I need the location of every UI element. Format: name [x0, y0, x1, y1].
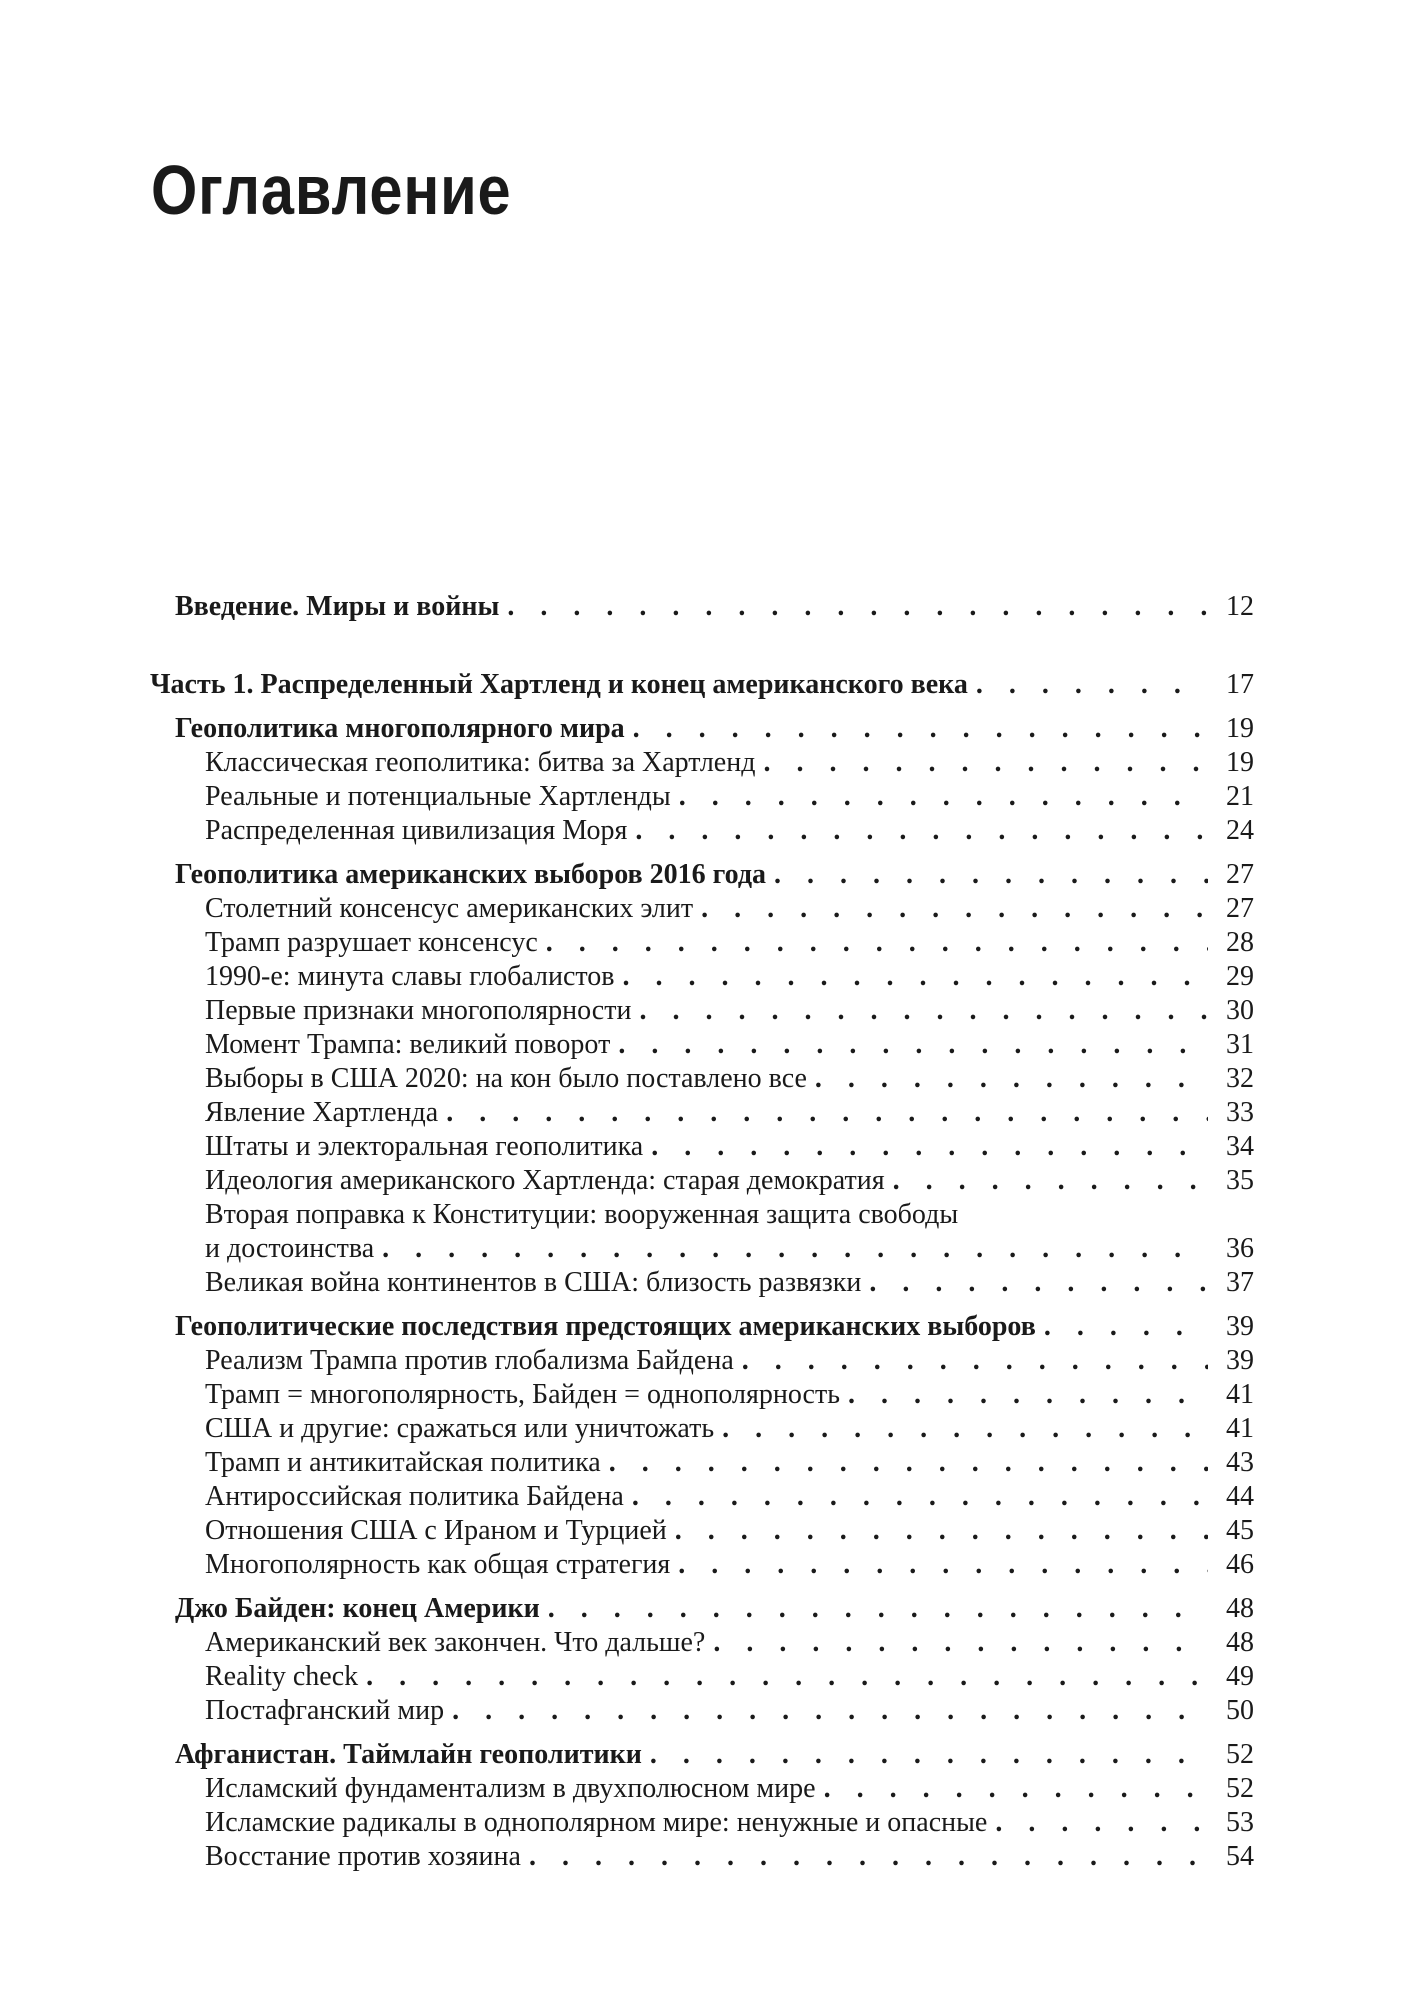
toc-page-number: 46 [1226, 1549, 1254, 1580]
toc-leader [632, 1480, 1208, 1514]
toc-page-number: 24 [1226, 815, 1254, 846]
toc-entry-title: Великая война континентов в США: близость развязки [205, 1267, 862, 1298]
toc-entry-title: Выборы в США 2020: на кон было поставлено все [205, 1063, 807, 1094]
toc-entry-title: Часть 1. Распределенный Хартленд и конец американского века [150, 669, 968, 700]
toc-entry-title: Геополитические последствия предстоящих американских выборов [175, 1311, 1036, 1342]
toc-section[interactable] [205, 1446, 1254, 1480]
toc-page-number: 49 [1226, 1661, 1254, 1692]
toc-section-line1[interactable]: Вторая поправка к Конституции: вооруженная защита свободы [205, 1199, 959, 1230]
toc-leader [452, 1694, 1208, 1728]
toc-leader [869, 1266, 1208, 1300]
toc-section[interactable] [205, 814, 1254, 848]
toc-leader [618, 1028, 1208, 1062]
toc-section[interactable] [205, 1660, 1254, 1694]
toc-section[interactable] [205, 1378, 1254, 1412]
toc-leader [507, 590, 1208, 624]
toc-section[interactable] [205, 780, 1254, 814]
toc-leader [678, 1548, 1208, 1582]
toc-page-number: 32 [1226, 1063, 1254, 1094]
toc-entry-title: Восстание против хозяина [205, 1841, 521, 1872]
toc-section[interactable] [205, 1806, 1254, 1840]
toc-section[interactable] [205, 1232, 1254, 1266]
toc-leader [848, 1378, 1208, 1412]
toc-leader [893, 1164, 1208, 1198]
toc-leader [639, 994, 1208, 1028]
toc-page-number: 29 [1226, 961, 1254, 992]
toc-chapter-2[interactable] [175, 858, 1254, 892]
toc-page-number: 19 [1226, 747, 1254, 778]
toc-section[interactable] [205, 1344, 1254, 1378]
toc-page-number: 41 [1226, 1413, 1254, 1444]
toc-section[interactable] [205, 994, 1254, 1028]
toc-leader [609, 1446, 1208, 1480]
page-title: Оглавление [151, 151, 512, 229]
toc-page-number: 45 [1226, 1515, 1254, 1546]
toc-entry-title: Трамп = многополярность, Байден = однополярность [205, 1379, 840, 1410]
toc-page-number: 27 [1226, 893, 1254, 924]
toc-leader [763, 746, 1208, 780]
toc-leader [1044, 1310, 1208, 1344]
toc-page-number: 52 [1226, 1739, 1254, 1770]
toc-section[interactable] [205, 1412, 1254, 1446]
toc-entry-title: Момент Трампа: великий поворот [205, 1029, 611, 1060]
toc-page-number: 53 [1226, 1807, 1254, 1838]
toc-entry-title: Штаты и электоральная геополитика [205, 1131, 644, 1162]
toc-section[interactable] [205, 960, 1254, 994]
toc-page-number: 39 [1226, 1345, 1254, 1376]
toc-entry-title: Геополитика многополярного мира [175, 713, 625, 744]
toc-section[interactable] [205, 1548, 1254, 1582]
toc-section[interactable] [205, 746, 1254, 780]
toc-leader [633, 712, 1208, 746]
toc-page-number: 35 [1226, 1165, 1254, 1196]
toc-chapter-4[interactable] [175, 1592, 1254, 1626]
toc-leader [651, 1130, 1208, 1164]
toc-section[interactable] [205, 1266, 1254, 1300]
toc-entry-title: 1990-е: минута славы глобалистов [205, 961, 615, 992]
toc-entry-title: Явление Хартленда [205, 1097, 439, 1128]
toc-entry-title: Отношения США с Ираном и Турцией [205, 1515, 667, 1546]
toc-entry-title: Исламские радикалы в однополярном мире: ненужные и опасные [205, 1807, 988, 1838]
toc-leader [546, 926, 1208, 960]
toc-page-number: 37 [1226, 1267, 1254, 1298]
toc-leader [824, 1772, 1208, 1806]
toc-page-number: 21 [1226, 781, 1254, 812]
toc-section[interactable] [205, 1694, 1254, 1728]
toc-leader [815, 1062, 1208, 1096]
toc-page-number: 17 [1226, 669, 1254, 700]
toc-entry-title: Исламский фундаментализм в двухполюсном мире [205, 1773, 816, 1804]
toc-leader [548, 1592, 1208, 1626]
toc-entry-title: Reality check [205, 1661, 359, 1692]
toc-leader [713, 1626, 1208, 1660]
toc-leader [679, 780, 1208, 814]
toc-section[interactable] [205, 926, 1254, 960]
toc-entry-title: Джо Байден: конец Америки [175, 1593, 540, 1624]
toc-section[interactable] [205, 1028, 1254, 1062]
toc-section[interactable] [205, 892, 1254, 926]
toc-page-number: 19 [1226, 713, 1254, 744]
toc-leader [382, 1232, 1208, 1266]
toc-page-number: 33 [1226, 1097, 1254, 1128]
toc-entry-title: Реальные и потенциальные Хартленды [205, 781, 671, 812]
toc-page-number: 52 [1226, 1773, 1254, 1804]
toc-section[interactable] [205, 1480, 1254, 1514]
toc-section[interactable] [205, 1772, 1254, 1806]
toc-entry-title: Первые признаки многополярности [205, 995, 632, 1026]
toc-page-number: 36 [1226, 1233, 1254, 1264]
toc-entry-title: Трамп разрушает консенсус [205, 927, 538, 958]
toc-page-number: 48 [1226, 1593, 1254, 1624]
toc-chapter-3[interactable] [175, 1310, 1254, 1344]
toc-leader [722, 1412, 1208, 1446]
toc-entry-title: Реализм Трампа против глобализма Байдена [205, 1345, 734, 1376]
toc-leader [529, 1840, 1208, 1874]
toc-page-number: 41 [1226, 1379, 1254, 1410]
toc-leader [774, 858, 1208, 892]
toc-leader [623, 960, 1208, 994]
toc-page-number: 39 [1226, 1311, 1254, 1342]
toc-entry-title: и достоинства [205, 1233, 375, 1264]
toc-chapter-1[interactable] [175, 712, 1254, 746]
toc-chapter-5[interactable] [175, 1738, 1254, 1772]
toc-page-number: 34 [1226, 1131, 1254, 1162]
toc-page-number: 44 [1226, 1481, 1254, 1512]
toc-page-number: 31 [1226, 1029, 1254, 1060]
toc-section[interactable] [205, 1840, 1254, 1874]
toc-leader [446, 1096, 1208, 1130]
toc-entry-title: Идеология американского Хартленда: старая демократия [205, 1165, 885, 1196]
toc-entry-title: Распределенная цивилизация Моря [205, 815, 628, 846]
toc-entry-title: Многополярность как общая стратегия [205, 1549, 671, 1580]
toc-leader [650, 1738, 1208, 1772]
toc-entry-title: Столетний консенсус американских элит [205, 893, 694, 924]
toc-entry-intro[interactable] [175, 590, 1254, 624]
toc-page-number: 43 [1226, 1447, 1254, 1478]
toc-entry-title: Трамп и антикитайская политика [205, 1447, 601, 1478]
toc-entry-part1[interactable] [150, 668, 1254, 702]
toc-section[interactable] [205, 1514, 1254, 1548]
toc-entry-title: Антироссийская политика Байдена [205, 1481, 624, 1512]
toc-leader [701, 892, 1208, 926]
toc-section[interactable] [205, 1062, 1254, 1096]
toc-page-number: 48 [1226, 1627, 1254, 1658]
toc-entry-title: Введение. Миры и войны [175, 591, 500, 622]
toc-leader [742, 1344, 1208, 1378]
toc-section[interactable] [205, 1096, 1254, 1130]
toc-page-number: 12 [1226, 591, 1254, 622]
toc-section[interactable] [205, 1164, 1254, 1198]
toc-page-number: 54 [1226, 1841, 1254, 1872]
toc-leader [635, 814, 1208, 848]
toc-leader [976, 668, 1208, 702]
toc-entry-title: Афганистан. Таймлайн геополитики [175, 1739, 642, 1770]
toc-leader [675, 1514, 1208, 1548]
toc-entry-title: Постафганский мир [205, 1695, 445, 1726]
toc-leader [366, 1660, 1208, 1694]
toc-page-number: 27 [1226, 859, 1254, 890]
toc-page-number: 28 [1226, 927, 1254, 958]
toc-entry-title: Геополитика американских выборов 2016 года [175, 859, 767, 890]
toc-entry-title: Классическая геополитика: битва за Хартленд [205, 747, 756, 778]
toc-page-number: 50 [1226, 1695, 1254, 1726]
toc-section[interactable] [205, 1130, 1254, 1164]
toc-section[interactable] [205, 1626, 1254, 1660]
toc-entry-title: Американский век закончен. Что дальше? [205, 1627, 706, 1658]
toc-page-number: 30 [1226, 995, 1254, 1026]
toc-leader [995, 1806, 1208, 1840]
toc-entry-title: США и другие: сражаться или уничтожать [205, 1413, 715, 1444]
